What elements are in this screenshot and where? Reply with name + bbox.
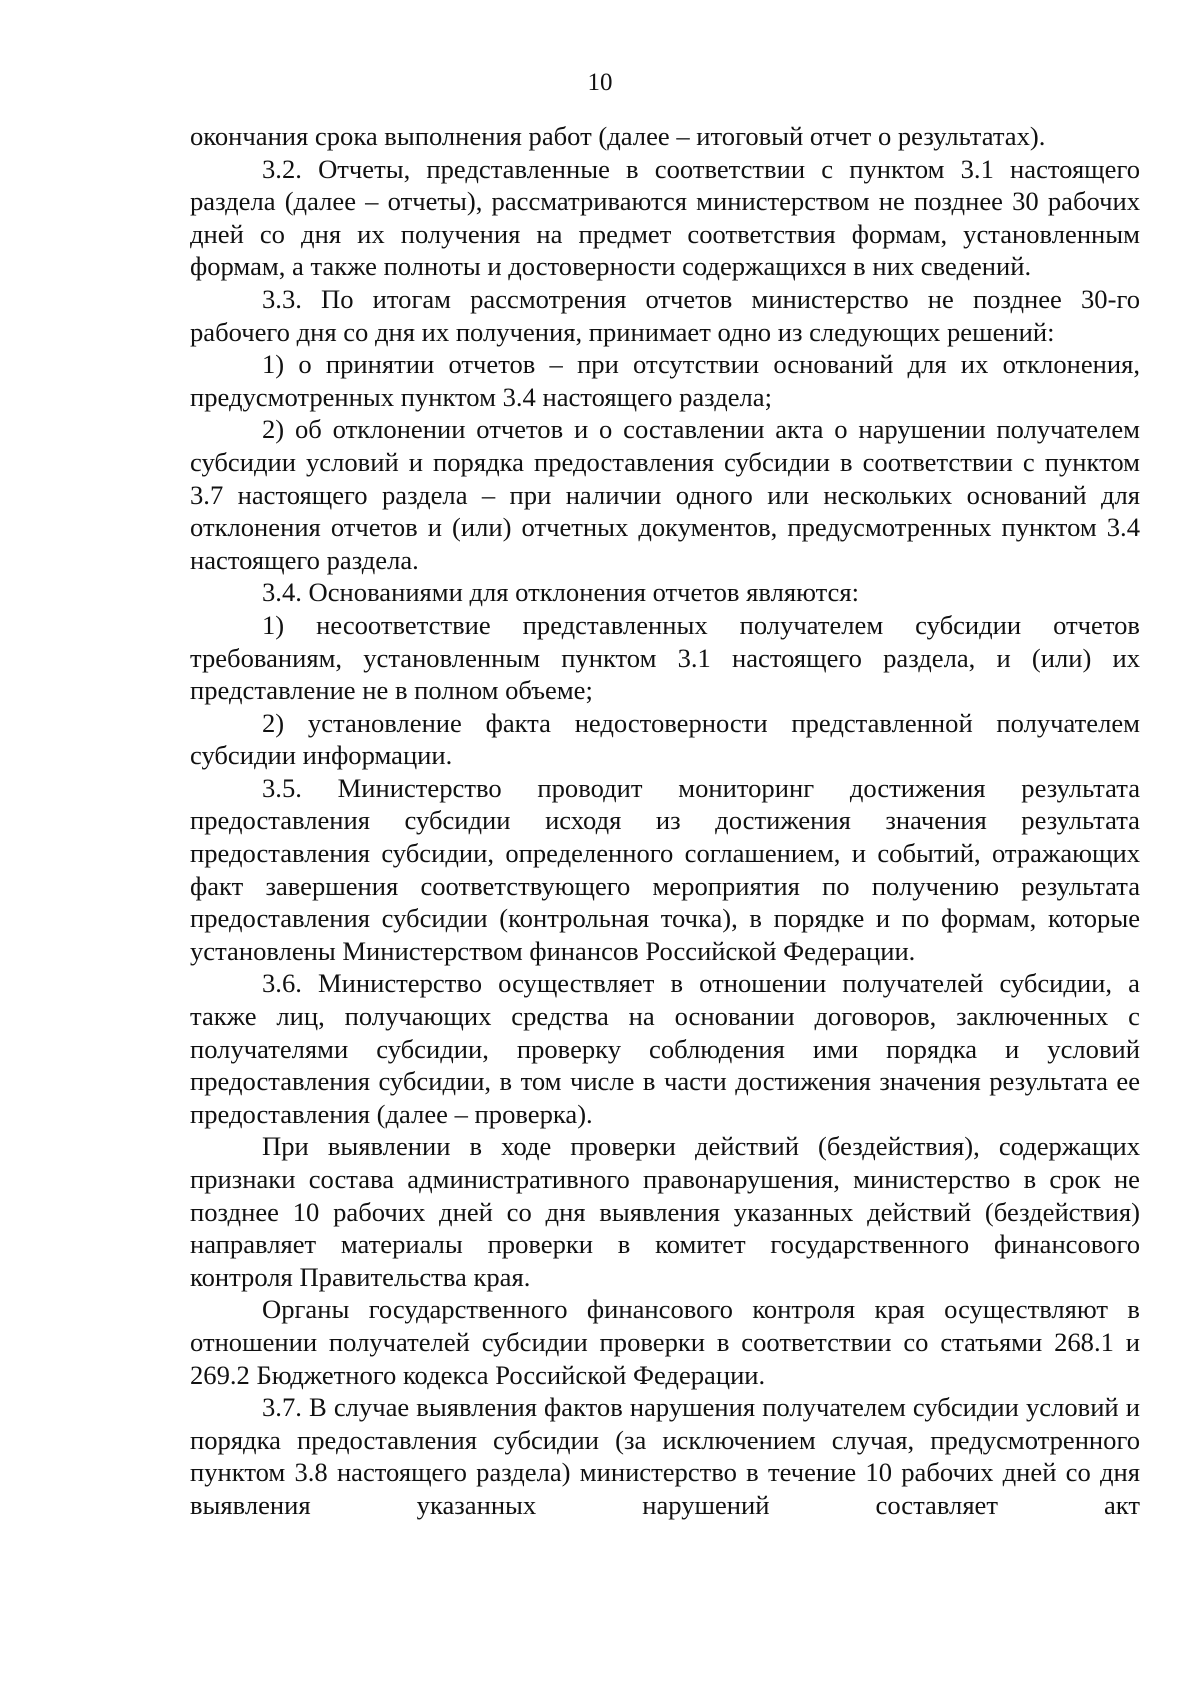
paragraph-3-4-item-2: 2) установление факта недостоверности представленной получателем субсидии информации. (190, 707, 1140, 771)
document-body (190, 120, 1140, 1522)
paragraph-3-4: 3.4. Основаниями для отклонения отчетов являются: (262, 577, 859, 608)
paragraph-inspection-violations: При выявлении в ходе проверки действий (бездействия), содержащих признаки состава административного правонарушения, министерство в срок не позднее 10 рабочих дней со дня выявления указанных действий (бездействия) направляет материалы проверки в комитет государственного финансового контроля Правительства края. (190, 1131, 1140, 1292)
paragraph-3-5: 3.5. Министерство проводит мониторинг достижения результата предоставления субсидии исходя из достижения значения результата предоставления субсидии, определенного соглашением, и событий, отражающих факт завершения соответствующего мероприятия по получению результата предоставления субсидии (контрольная точка), в порядке и по формам, которые установлены Министерством финансов Российской Федерации. (190, 772, 1140, 966)
paragraph-continuation: окончания срока выполнения работ (далее – итоговый отчет о результатах). (190, 121, 1046, 151)
paragraph-3-3-item-1: 1) о принятии отчетов – при отсутствии оснований для их отклонения, предусмотренных пунктом 3.4 настоящего раздела; (190, 349, 1140, 412)
paragraph-financial-control: Органы государственного финансового контроля края осуществляют в отношении получателей субсидии проверки в соответствии со статьями 268.1 и 269.2 Бюджетного кодекса Российской Федерации. (190, 1294, 1140, 1390)
paragraph-3-2: 3.2. Отчеты, представленные в соответствии с пунктом 3.1 настоящего раздела (далее – отчеты), рассматриваются министерством не позднее 30 рабочих дней со дня их получения на предмет соответствия формам, установленным формам, а также полноты и достоверности содержащихся в них сведений. (190, 153, 1140, 282)
paragraph-3-3: 3.3. По итогам рассмотрения отчетов министерство не позднее 30-го рабочего дня со дня их получения, принимает одно из следующих решений: (190, 283, 1140, 347)
page-number: 10 (587, 69, 613, 96)
paragraph-3-7: 3.7. В случае выявления фактов нарушения получателем субсидии условий и порядка предоставления субсидии (за исключением случая, предусмотренного пунктом 3.8 настоящего раздела) министерство в течение 10 рабочих дней со дня выявления указанных нарушений составляет акт (190, 1392, 1140, 1520)
paragraph-3-3-item-2: 2) об отклонении отчетов и о составлении акта о нарушении получателем субсидии условий и порядка предоставления субсидии в соответствии с пунктом 3.7 настоящего раздела – при наличии одного или нескольких оснований для отклонения отчетов и (или) отчетных документов, предусмотренных пунктом 3.4 настоящего раздела. (190, 414, 1140, 575)
paragraph-3-6: 3.6. Министерство осуществляет в отношении получателей субсидии, а также лиц, получающих средства на основании договоров, заключенных с получателями субсидии, проверку соблюдения ими порядка и условий предоставления субсидии, в том числе в части достижения значения результата ее предоставления (далее – проверка). (190, 968, 1140, 1129)
paragraph-3-4-item-1: 1) несоответствие представленных получателем субсидии отчетов требованиям, установленным пунктом 3.1 настоящего раздела, и (или) их представление не в полном объеме; (190, 609, 1140, 706)
